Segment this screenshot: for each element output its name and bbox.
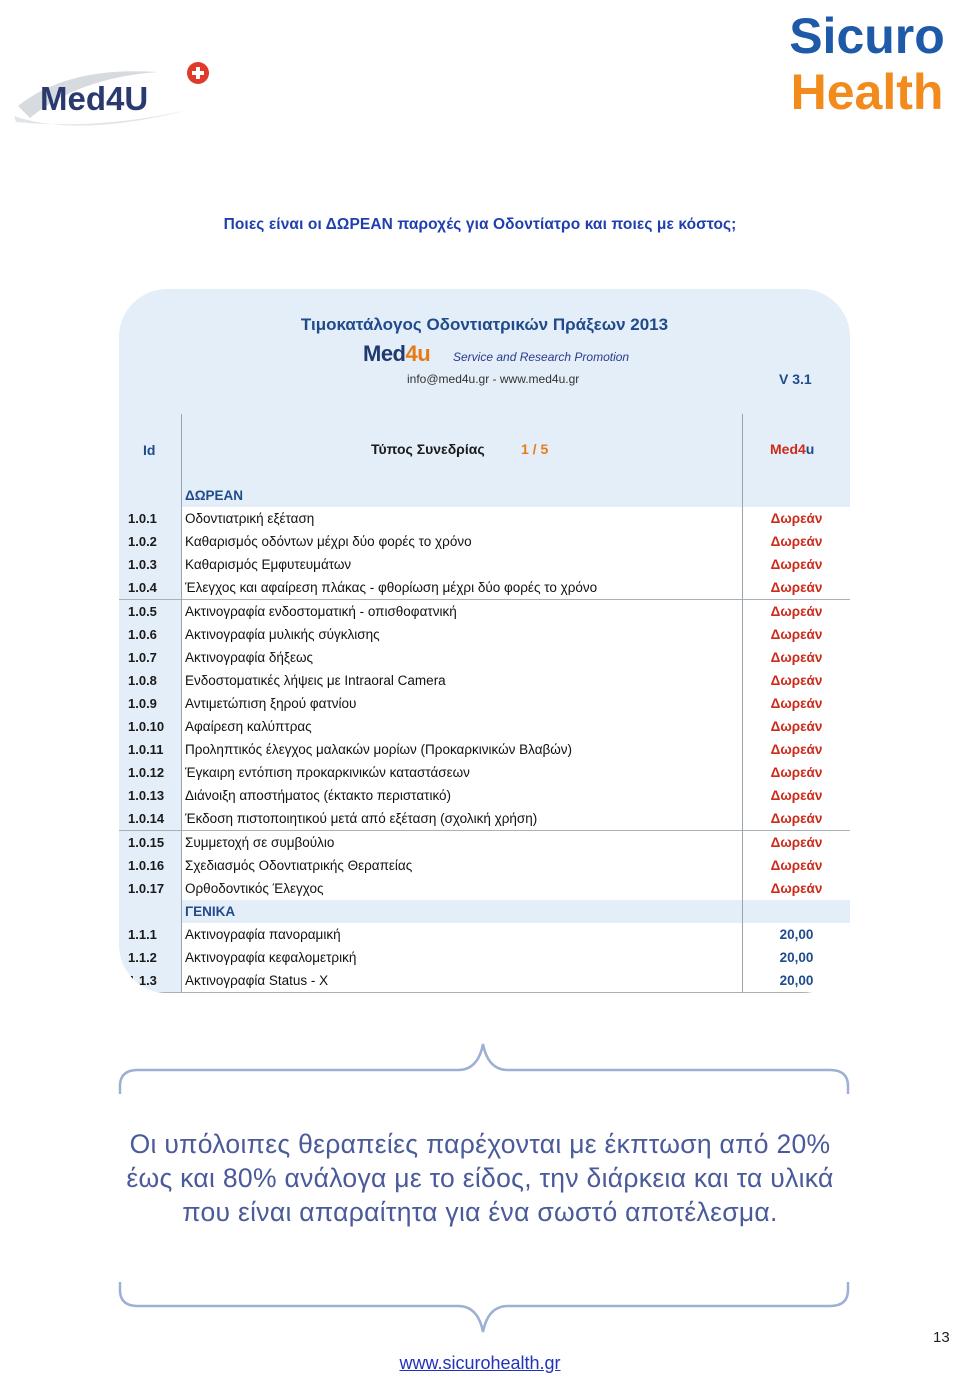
table-row (119, 715, 850, 739)
row-id-cell: 1.0.13 (119, 784, 181, 807)
row-price-cell: Δωρεάν (743, 507, 850, 530)
price-column-suffix: u (805, 441, 815, 457)
price-column-header (770, 441, 814, 457)
row-description-cell: Ακτινογραφία πανοραμική (185, 926, 341, 942)
table-row (119, 877, 850, 901)
row-description-cell: Ακτινογραφία δήξεως (185, 649, 314, 665)
column-divider (742, 414, 743, 993)
row-price-cell: Δωρεάν (743, 761, 850, 784)
row-price-cell: Δωρεάν (743, 530, 850, 553)
row-description-cell: Ακτινογραφία μυλικής σύγκλισης (185, 626, 380, 642)
row-id-cell (119, 900, 181, 923)
row-description-cell: Σχεδιασμός Οδοντιατρικής Θεραπείας (185, 857, 413, 873)
service-tagline: Service and Research Promotion (453, 350, 630, 364)
price-list-brand (363, 341, 430, 367)
table-row (119, 507, 850, 531)
page-heading: Ποιες είναι οι ΔΩΡΕΑΝ παροχές για Οδοντίατρο και ποιες με κόστος; (223, 216, 737, 233)
price-list-header-band (119, 289, 850, 415)
section-row (119, 900, 850, 924)
row-description-cell: Ενδοστοματικές λήψεις με Intraoral Camera (185, 672, 446, 688)
table-row (119, 623, 850, 647)
row-id-cell: 1.0.4 (119, 576, 181, 599)
row-price-cell: Δωρεάν (743, 784, 850, 807)
row-description-cell: Προληπτικός έλεγχος μαλακών μορίων (Προκαρκινικών Βλαβών) (185, 742, 573, 758)
row-id-cell: 1.0.1 (119, 507, 181, 530)
table-row (119, 646, 850, 670)
row-price-cell: Δωρεάν (743, 553, 850, 576)
row-price-cell (743, 484, 850, 507)
brace-bottom-decoration (118, 1280, 850, 1336)
row-description-cell: Καθαρισμός Εμφυτευμάτων (185, 557, 352, 573)
row-price-cell: Δωρεάν (743, 715, 850, 738)
row-id-cell: 1.0.8 (119, 669, 181, 692)
row-description-cell: Έλεγχος και αφαίρεση πλάκας - φθορίωση μέχρι δύο φορές το χρόνο (185, 580, 598, 596)
row-price-cell: Δωρεάν (743, 600, 850, 623)
health-logo-text: Health (790, 64, 944, 117)
row-description-cell: Καθαρισμός οδόντων μέχρι δύο φορές το χρόνο (185, 534, 472, 550)
sicuro-logo-text: Sicuro (789, 8, 945, 64)
row-description-cell: Ορθοδοντικός Έλεγχος (185, 880, 324, 896)
row-description-cell: ΓΕΝΙΚΑ (185, 903, 236, 919)
price-column-prefix: Med4 (770, 441, 806, 457)
row-description-cell: Αντιμετώπιση ξηρού φατνίου (185, 695, 357, 711)
row-description-cell: Αφαίρεση καλύπτρας (185, 719, 312, 734)
table-row (119, 761, 850, 785)
table-header-row (119, 414, 850, 485)
table-row (119, 923, 850, 947)
section-row (119, 484, 850, 508)
med4u-logo-text: Med4U (40, 80, 149, 117)
id-column-header: Id (143, 442, 156, 458)
row-description-cell: Ακτινογραφία ενδοστοματική - οπισθοφατνική (185, 603, 457, 619)
website-link[interactable]: www.sicurohealth.gr (399, 1353, 561, 1373)
session-number: 1 / 5 (521, 441, 549, 457)
row-price-cell: Δωρεάν (743, 646, 850, 669)
row-price-cell: Δωρεάν (743, 877, 850, 900)
contact-info: info@med4u.gr - www.med4u.gr (407, 372, 580, 386)
brand-number: 4 (405, 341, 418, 366)
row-id-cell: 1.0.15 (119, 831, 181, 854)
row-id-cell: 1.0.11 (119, 738, 181, 761)
row-id-cell: 1.0.7 (119, 646, 181, 669)
row-price-cell: Δωρεάν (743, 854, 850, 877)
row-id-cell: 1.0.5 (119, 600, 181, 623)
row-price-cell: Δωρεάν (743, 692, 850, 715)
table-row (119, 576, 850, 600)
row-id-cell (119, 484, 181, 507)
session-type-header: Τύπος Συνεδρίας (371, 441, 485, 457)
row-description-cell: Διάνοιξη αποστήματος (έκτακτο περιστατικό) (185, 788, 452, 804)
row-description-cell: Οδοντιατρική εξέταση (185, 511, 315, 527)
column-divider (181, 414, 182, 993)
table-row (119, 669, 850, 693)
med4u-logo (8, 58, 223, 138)
row-id-cell: 1.1.3 (119, 969, 181, 992)
table-row (119, 553, 850, 577)
row-id-cell: 1.1.1 (119, 923, 181, 946)
row-id-cell: 1.1.2 (119, 946, 181, 969)
table-row (119, 969, 850, 993)
row-price-cell: 20,00 (743, 946, 850, 969)
row-id-cell: 1.0.16 (119, 854, 181, 877)
row-description-cell: Ακτινογραφία κεφαλομετρική (185, 950, 357, 965)
row-id-cell: 1.0.10 (119, 715, 181, 738)
price-list-title: Τιμοκατάλογος Οδοντιατρικών Πράξεων 2013 (300, 315, 669, 334)
row-price-cell: Δωρεάν (743, 807, 850, 830)
table-row (119, 600, 850, 624)
price-list-image (119, 289, 850, 993)
discount-statement: Οι υπόλοιπες θεραπείες παρέχονται με έκπτωση από 20% έως και 80% ανάλογα με το είδος, την διάρκεια και τα υλικά που είναι απαραίτητα για ένα σωστό αποτέλεσμα. (126, 1129, 834, 1227)
row-price-cell: Δωρεάν (743, 831, 850, 854)
row-id-cell: 1.0.6 (119, 623, 181, 646)
row-price-cell: Δωρεάν (743, 669, 850, 692)
table-row (119, 784, 850, 808)
row-description-cell: Έγκαιρη εντόπιση προκαρκινικών καταστάσεων (185, 765, 470, 781)
table-row (119, 738, 850, 762)
row-price-cell: Δωρεάν (743, 738, 850, 761)
row-id-cell: 1.0.17 (119, 877, 181, 900)
version-label: V 3.1 (779, 371, 812, 387)
row-id-cell: 1.0.9 (119, 692, 181, 715)
row-price-cell: 20,00 (743, 969, 850, 992)
row-price-cell: 20,00 (743, 923, 850, 946)
row-id-cell: 1.0.14 (119, 807, 181, 830)
row-id-cell: 1.0.2 (119, 530, 181, 553)
brand-suffix: u (417, 341, 431, 366)
brace-top-decoration (118, 1040, 850, 1096)
row-price-cell: Δωρεάν (743, 576, 850, 599)
row-description-cell: Έκδοση πιστοποιητικού μετά από εξέταση (σχολική χρήση) (185, 811, 538, 827)
row-description-cell: Ακτινογραφία Status - X (185, 973, 329, 989)
row-id-cell: 1.0.12 (119, 761, 181, 784)
brand-prefix: Med (363, 341, 406, 366)
table-row (119, 530, 850, 554)
page-number: 13 (933, 1329, 950, 1346)
row-price-cell: Δωρεάν (743, 623, 850, 646)
sicuro-health-logo (780, 5, 955, 117)
table-row (119, 831, 850, 855)
table-row (119, 946, 850, 970)
table-row (119, 854, 850, 878)
row-id-cell: 1.0.3 (119, 553, 181, 576)
table-row (119, 692, 850, 716)
row-description-cell: ΔΩΡΕΑΝ (185, 488, 244, 503)
row-price-cell (743, 900, 850, 923)
row-description-cell: Συμμετοχή σε συμβούλιο (185, 834, 335, 850)
table-row (119, 807, 850, 831)
